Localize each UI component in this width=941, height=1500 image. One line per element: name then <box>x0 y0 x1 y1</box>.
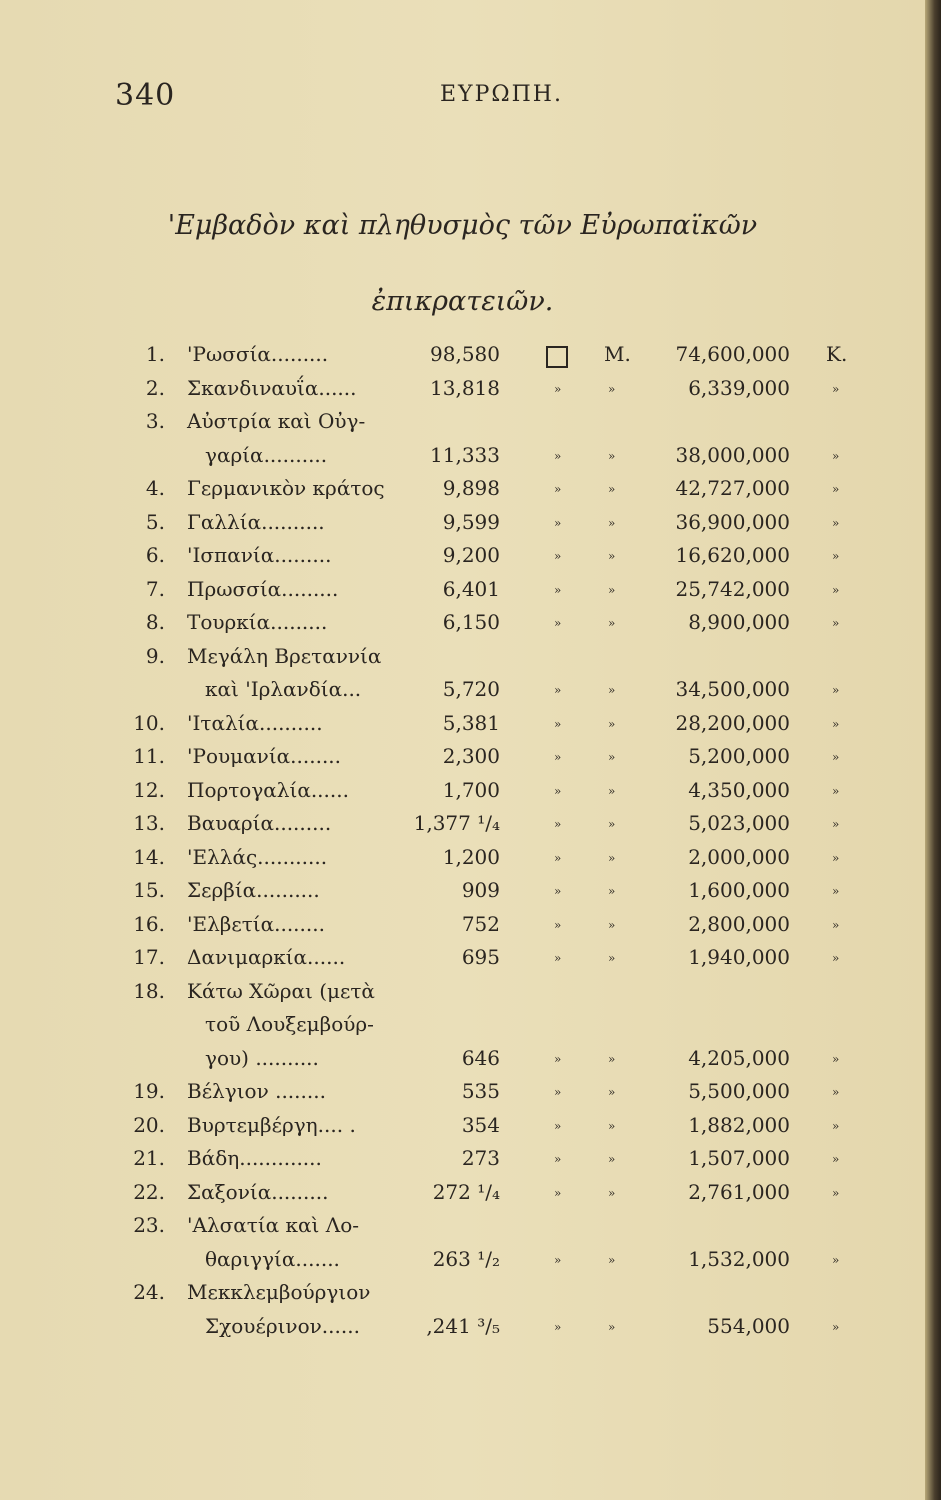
table-row-line <box>0 405 925 439</box>
row-number: 23. <box>133 1213 165 1237</box>
ditto-mark: » <box>832 515 840 530</box>
area-unit: Μ. <box>604 342 631 366</box>
population-value: 554,000 <box>707 1313 790 1338</box>
country-name: Αὐστρία καὶ Οὐγ- <box>187 409 366 433</box>
ditto-mark: » <box>832 616 840 630</box>
population-value: 5,023,000 <box>688 811 790 835</box>
title-line-2: ἐπικρατειῶν. <box>371 286 554 317</box>
population-value: 2,000,000 <box>688 844 790 869</box>
table-row-line <box>0 673 925 707</box>
table-row-line <box>0 1176 925 1210</box>
row-number: 16. <box>133 911 165 936</box>
ditto-mark: » <box>832 683 840 697</box>
table-row-line <box>0 1142 925 1176</box>
country-name: Βαυαρία......... <box>187 811 332 835</box>
country-name: Δανιμαρκία...... <box>187 945 346 969</box>
area-value: 98,580 <box>430 342 500 366</box>
ditto-mark: » <box>832 783 840 798</box>
row-number: 8. <box>145 610 165 634</box>
row-number: 2. <box>145 375 165 400</box>
row-number: 22. <box>133 1179 165 1204</box>
ditto-mark: » <box>832 850 840 865</box>
table-row-line <box>0 539 925 573</box>
area-value: 263 ¹/₂ <box>432 1246 500 1271</box>
population-value: 74,600,000 <box>675 342 790 366</box>
table-row-line <box>0 606 925 640</box>
ditto-mark: » <box>832 951 840 965</box>
ditto-mark: » <box>832 1152 840 1166</box>
ditto-mark: » <box>608 951 616 965</box>
ditto-mark: » <box>608 1085 616 1099</box>
ditto-mark: » <box>608 1319 616 1334</box>
book-spine-edge <box>925 0 941 1500</box>
ditto-mark: » <box>608 884 616 898</box>
population-value: 38,000,000 <box>675 442 790 467</box>
table-row-line <box>0 1109 925 1143</box>
table-row-line <box>0 1042 925 1076</box>
area-value: 752 <box>461 911 500 936</box>
ditto-mark: » <box>554 783 562 798</box>
area-value: ,241 ³/₅ <box>426 1313 500 1338</box>
area-value: 9,200 <box>442 543 500 567</box>
row-number: 9. <box>145 643 165 668</box>
table-row-line <box>0 1243 925 1277</box>
area-value: 5,720 <box>442 677 500 701</box>
table-row-line <box>0 874 925 908</box>
ditto-mark: » <box>832 1319 840 1334</box>
ditto-mark: » <box>832 1118 840 1133</box>
table-row-line <box>0 707 925 741</box>
row-number: 14. <box>133 844 165 869</box>
ditto-mark: » <box>832 482 840 496</box>
population-value: 5,500,000 <box>688 1079 790 1103</box>
area-value: 695 <box>461 945 500 969</box>
row-number: 1. <box>145 342 165 366</box>
population-value: 2,761,000 <box>688 1179 790 1204</box>
ditto-mark: » <box>608 616 616 630</box>
ditto-mark: » <box>832 1252 840 1267</box>
country-name: Μεγάλη Βρεταννία <box>187 643 382 668</box>
area-value: 6,150 <box>442 610 500 634</box>
table-row-line <box>0 807 925 841</box>
population-value: 6,339,000 <box>688 375 790 400</box>
ditto-mark: » <box>832 1051 840 1066</box>
ditto-mark: » <box>832 750 840 764</box>
ditto-mark: » <box>608 783 616 798</box>
ditto-mark: » <box>832 381 840 396</box>
population-value: 25,742,000 <box>675 576 790 601</box>
table-row-line <box>0 774 925 808</box>
country-name: Σκανδιναυΐα...... <box>187 375 357 400</box>
row-number: 4. <box>145 476 165 500</box>
ditto-mark: » <box>832 448 840 463</box>
area-value: 535 <box>461 1079 500 1103</box>
table-row-line <box>0 338 925 372</box>
population-value: 1,532,000 <box>688 1246 790 1271</box>
population-value: 34,500,000 <box>675 677 790 701</box>
area-value: 909 <box>461 878 500 902</box>
ditto-mark: » <box>832 917 840 932</box>
ditto-mark: » <box>554 683 562 697</box>
row-number: 10. <box>133 710 165 735</box>
area-value: 272 ¹/₄ <box>432 1179 500 1204</box>
country-name: Βυρτεμβέργη.... . <box>187 1112 356 1137</box>
ditto-mark: » <box>608 683 616 697</box>
ditto-mark: » <box>554 381 562 396</box>
country-name: τοῦ Λουξεμβούρ- <box>205 1012 374 1036</box>
country-name: 'Αλσατία καὶ Λο- <box>187 1213 359 1237</box>
ditto-mark: » <box>608 750 616 764</box>
row-number: 17. <box>133 945 165 969</box>
ditto-mark: » <box>554 716 562 731</box>
ditto-mark: » <box>832 817 840 831</box>
country-name: Σαξονία......... <box>187 1179 329 1204</box>
population-value: 2,800,000 <box>688 911 790 936</box>
ditto-mark: » <box>832 549 840 563</box>
country-name: 'Ελβετία........ <box>187 911 325 936</box>
table-row-line <box>0 975 925 1009</box>
table-row-line <box>0 1209 925 1243</box>
population-value: 42,727,000 <box>675 476 790 500</box>
table-row-line <box>0 573 925 607</box>
population-value: 16,620,000 <box>675 543 790 567</box>
area-value: 2,300 <box>442 744 500 768</box>
area-value: 9,599 <box>442 509 500 534</box>
table-row-line <box>0 941 925 975</box>
ditto-mark: » <box>832 884 840 898</box>
country-name: Σερβία.......... <box>187 878 320 902</box>
ditto-mark: » <box>554 1185 562 1200</box>
ditto-mark: » <box>554 1118 562 1133</box>
ditto-mark: » <box>554 850 562 865</box>
area-value: 1,700 <box>442 777 500 802</box>
title-line-1: 'Εμβαδὸν καὶ πληθυσμὸς τῶν Εὐρωπαϊκῶν <box>167 210 758 241</box>
ditto-mark: » <box>554 549 562 563</box>
population-unit: Κ. <box>826 342 848 366</box>
ditto-mark: » <box>832 716 840 731</box>
ditto-mark: » <box>608 1252 616 1267</box>
row-number: 13. <box>133 811 165 835</box>
country-name: 'Ιταλία.......... <box>187 710 323 735</box>
table-row-line <box>0 506 925 540</box>
ditto-mark: » <box>608 448 616 463</box>
row-number: 11. <box>133 744 165 768</box>
ditto-mark: » <box>608 1185 616 1200</box>
ditto-mark: » <box>554 515 562 530</box>
running-head: ΕΥΡΩΠΗ. <box>440 82 563 107</box>
country-name: Τουρκία......... <box>187 610 328 634</box>
area-value: 11,333 <box>430 442 500 467</box>
row-number: 20. <box>133 1112 165 1137</box>
table-title <box>0 188 925 340</box>
country-name: Γαλλία.......... <box>187 509 325 534</box>
area-value: 9,898 <box>442 476 500 500</box>
table-row-line <box>0 1310 925 1344</box>
row-number: 3. <box>145 409 165 433</box>
area-value: 1,377 ¹/₄ <box>413 811 500 835</box>
ditto-mark: » <box>554 917 562 932</box>
table-row-line <box>0 908 925 942</box>
row-number: 5. <box>145 509 165 534</box>
ditto-mark: » <box>554 750 562 764</box>
table-row-line <box>0 1276 925 1310</box>
row-number: 12. <box>133 777 165 802</box>
ditto-mark: » <box>608 1051 616 1066</box>
square-miles-symbol <box>546 346 568 368</box>
area-population-table <box>0 338 925 1343</box>
row-number: 18. <box>133 978 165 1003</box>
row-number: 21. <box>133 1146 165 1170</box>
ditto-mark: » <box>608 582 616 597</box>
population-value: 28,200,000 <box>675 710 790 735</box>
table-row-line <box>0 841 925 875</box>
country-name: γου) .......... <box>205 1045 319 1070</box>
ditto-mark: » <box>608 549 616 563</box>
country-name: Βάδη............. <box>187 1146 322 1170</box>
ditto-mark: » <box>608 817 616 831</box>
page-number: 340 <box>115 78 176 113</box>
ditto-mark: » <box>554 1252 562 1267</box>
table-row-line <box>0 1075 925 1109</box>
country-name: Γερμανικὸν κράτος <box>187 476 385 500</box>
ditto-mark: » <box>608 1118 616 1133</box>
country-name: Βέλγιον ........ <box>187 1079 326 1103</box>
ditto-mark: » <box>554 616 562 630</box>
population-value: 4,205,000 <box>688 1045 790 1070</box>
country-name: Κάτω Χῶραι (μετὰ <box>187 978 375 1003</box>
ditto-mark: » <box>832 1085 840 1099</box>
table-row-line <box>0 740 925 774</box>
population-value: 36,900,000 <box>675 509 790 534</box>
country-name: θαριγγία....... <box>205 1246 340 1271</box>
ditto-mark: » <box>554 817 562 831</box>
country-name: 'Ελλάς........... <box>187 844 328 869</box>
ditto-mark: » <box>832 1185 840 1200</box>
ditto-mark: » <box>554 1085 562 1099</box>
table-row-line <box>0 1008 925 1042</box>
area-value: 354 <box>461 1112 500 1137</box>
ditto-mark: » <box>608 515 616 530</box>
row-number: 24. <box>133 1280 165 1304</box>
country-name: 'Ισπανία......... <box>187 543 332 567</box>
row-number: 15. <box>133 878 165 902</box>
population-value: 1,507,000 <box>688 1146 790 1170</box>
area-value: 646 <box>461 1045 500 1070</box>
page-header <box>0 78 925 118</box>
country-name: Πορτογαλία...... <box>187 777 349 802</box>
country-name: Πρωσσία......... <box>187 576 339 601</box>
country-name: 'Ρουμανία........ <box>187 744 342 768</box>
ditto-mark: » <box>554 1051 562 1066</box>
ditto-mark: » <box>608 716 616 731</box>
ditto-mark: » <box>554 1319 562 1334</box>
ditto-mark: » <box>608 850 616 865</box>
area-value: 13,818 <box>430 375 500 400</box>
area-value: 1,200 <box>442 844 500 869</box>
country-name: 'Ρωσσία......... <box>187 342 329 366</box>
table-row-line <box>0 372 925 406</box>
area-value: 5,381 <box>442 710 500 735</box>
ditto-mark: » <box>554 482 562 496</box>
ditto-mark: » <box>608 482 616 496</box>
ditto-mark: » <box>554 1152 562 1166</box>
population-value: 1,600,000 <box>688 878 790 902</box>
country-name: γαρία.......... <box>205 442 328 467</box>
population-value: 1,940,000 <box>688 945 790 969</box>
table-row-line <box>0 439 925 473</box>
area-value: 273 <box>461 1146 500 1170</box>
ditto-mark: » <box>608 381 616 396</box>
ditto-mark: » <box>832 582 840 597</box>
ditto-mark: » <box>608 917 616 932</box>
population-value: 8,900,000 <box>688 610 790 634</box>
ditto-mark: » <box>554 884 562 898</box>
population-value: 1,882,000 <box>688 1112 790 1137</box>
country-name: καὶ 'Ιρλανδία... <box>205 677 362 701</box>
row-number: 19. <box>133 1079 165 1103</box>
country-name: Μεκκλεμβούργιον <box>187 1280 371 1304</box>
population-value: 5,200,000 <box>688 744 790 768</box>
ditto-mark: » <box>608 1152 616 1166</box>
country-name: Σχουέρινον...... <box>205 1313 360 1338</box>
ditto-mark: » <box>554 448 562 463</box>
ditto-mark: » <box>554 951 562 965</box>
area-value: 6,401 <box>442 576 500 601</box>
row-number: 7. <box>145 576 165 601</box>
table-row-line <box>0 640 925 674</box>
table-row-line <box>0 472 925 506</box>
ditto-mark: » <box>554 582 562 597</box>
population-value: 4,350,000 <box>688 777 790 802</box>
row-number: 6. <box>145 543 165 567</box>
